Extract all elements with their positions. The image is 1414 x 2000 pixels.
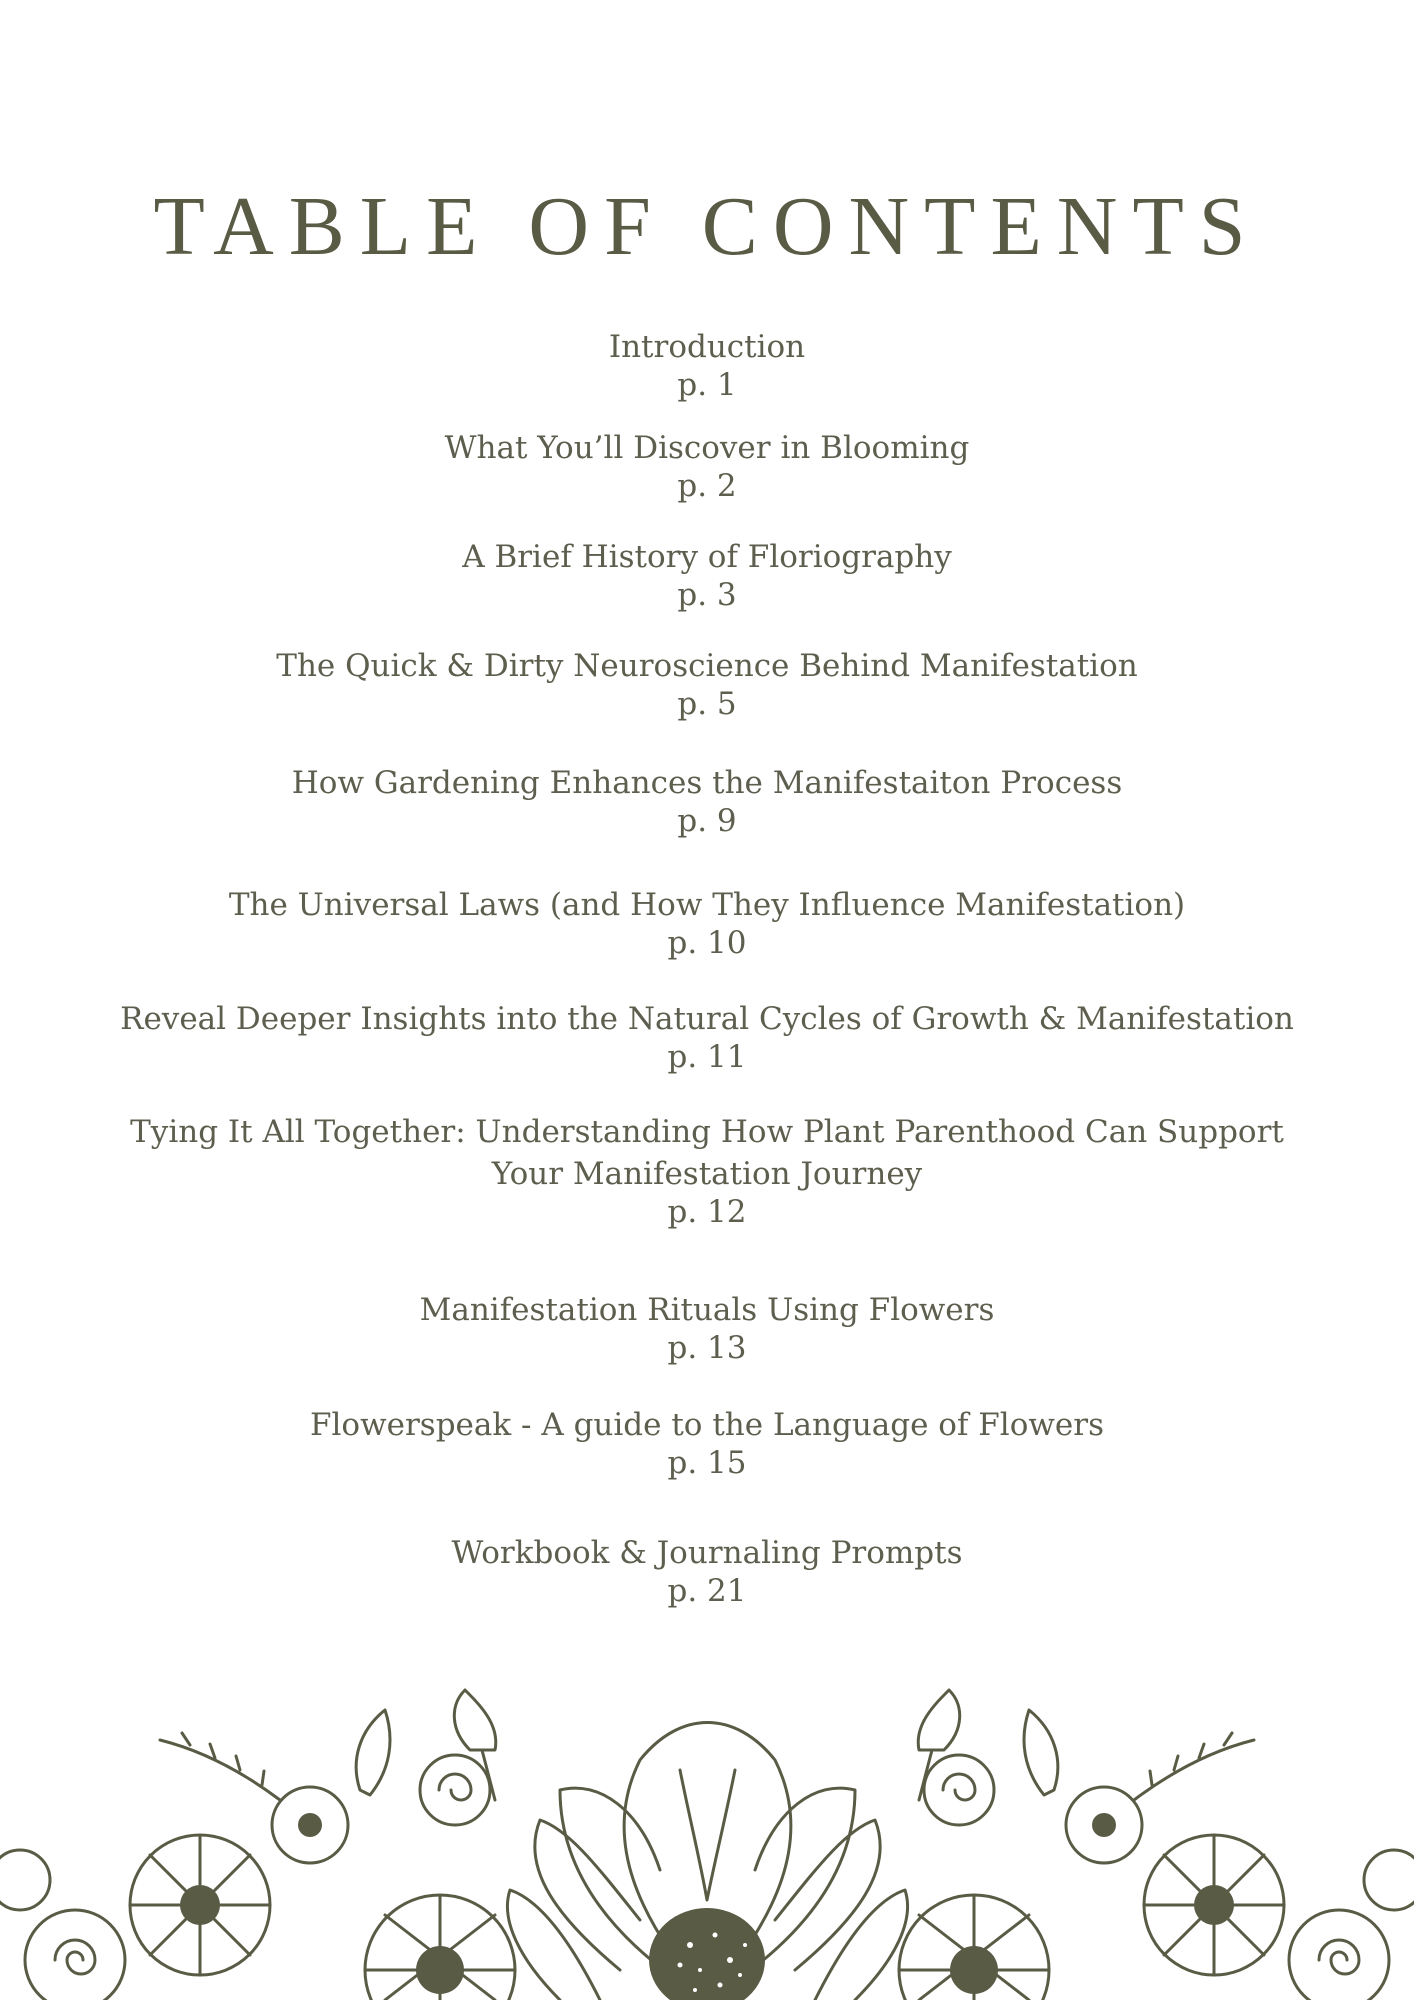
toc-entry-title: Reveal Deeper Insights into the Natural Cycles of Growth & Manifestation bbox=[120, 1001, 1294, 1037]
toc-entry bbox=[0, 1404, 1414, 1480]
toc-entry bbox=[0, 326, 1414, 402]
toc-entry-page: p. 1 bbox=[677, 367, 737, 403]
toc-entry-page: p. 3 bbox=[677, 577, 737, 613]
toc-entry-title-line2: Your Manifestation Journey bbox=[491, 1156, 923, 1192]
toc-entry-page: p. 13 bbox=[667, 1330, 747, 1366]
toc-entry-page: p. 11 bbox=[667, 1039, 747, 1075]
page-title: TABLE OF CONTENTS bbox=[153, 180, 1261, 273]
toc-entry-title: What You’ll Discover in Blooming bbox=[444, 430, 970, 466]
toc-entry bbox=[0, 1532, 1414, 1608]
floral-border-illustration bbox=[0, 1670, 1414, 2000]
toc-entry-title: A Brief History of Floriography bbox=[462, 539, 952, 575]
toc-entry-page: p. 9 bbox=[677, 803, 737, 839]
toc-entry bbox=[0, 762, 1414, 838]
toc-entry-title: Manifestation Rituals Using Flowers bbox=[419, 1292, 995, 1328]
toc-entry bbox=[0, 427, 1414, 503]
toc-entry bbox=[0, 1111, 1414, 1229]
toc-entry-page: p. 2 bbox=[677, 468, 737, 504]
toc-entry-title: The Quick & Dirty Neuroscience Behind Manifestation bbox=[276, 648, 1138, 684]
toc-entry-title: Introduction bbox=[608, 329, 806, 365]
toc-entry bbox=[0, 884, 1414, 960]
toc-entry-page: p. 5 bbox=[677, 686, 737, 722]
toc-entry bbox=[0, 645, 1414, 721]
toc-entry-title: Tying It All Together: Understanding How Plant Parenthood Can Support bbox=[130, 1114, 1284, 1150]
toc-entry bbox=[0, 998, 1414, 1074]
toc-entry-page: p. 21 bbox=[667, 1573, 747, 1609]
toc-entry-title: Flowerspeak - A guide to the Language of Flowers bbox=[310, 1407, 1104, 1443]
toc-entry bbox=[0, 1289, 1414, 1365]
toc-entry-title: How Gardening Enhances the Manifestaiton Process bbox=[291, 765, 1123, 801]
toc-entry-title: The Universal Laws (and How They Influence Manifestation) bbox=[228, 887, 1186, 923]
toc-entry-title: Workbook & Journaling Prompts bbox=[451, 1535, 963, 1571]
toc-entry-page: p. 15 bbox=[667, 1445, 747, 1481]
toc-entry-page: p. 10 bbox=[667, 925, 747, 961]
toc-entry-page: p. 12 bbox=[667, 1194, 747, 1230]
toc-entry bbox=[0, 536, 1414, 612]
